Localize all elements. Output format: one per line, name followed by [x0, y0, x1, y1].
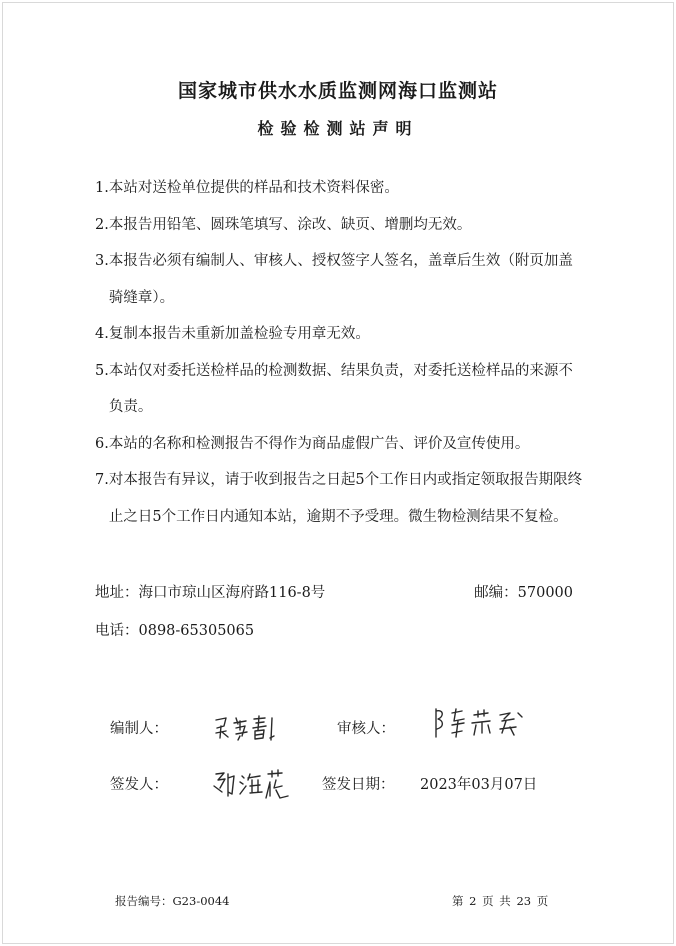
declaration-item — [95, 462, 585, 535]
declaration-item — [95, 316, 585, 353]
page-subtitle: 检验检测站声明 — [257, 119, 419, 138]
issue-date-label: 签发日期： — [322, 777, 395, 793]
phone-text: 电话：0898-65305065 — [95, 623, 255, 639]
declaration-number: 1. — [95, 180, 109, 196]
declaration-number: 5. — [95, 362, 109, 379]
compiler-label: 编制人： — [110, 721, 168, 737]
declaration-number: 4. — [95, 326, 109, 342]
page-number: 第 2 页 共 23 页 — [452, 894, 549, 908]
declaration-item — [95, 353, 585, 426]
declaration-text: 复制本报告未重新加盖检验专用章无效。 — [108, 326, 370, 342]
address-row — [95, 580, 573, 606]
reviewer-signature — [430, 703, 530, 747]
issuer-label: 签发人： — [110, 777, 168, 793]
declaration-text: 本站对送检单位提供的样品和技术资料保密。 — [108, 180, 399, 196]
declaration-text: 本站仅对委托送检样品的检测数据、结果负责，对委托送检样品的来源不负责。 — [108, 362, 573, 415]
declaration-number: 2. — [95, 216, 109, 233]
declaration-item — [95, 170, 585, 207]
report-number: 报告编号：G23-0044 — [115, 894, 230, 908]
postcode-text: 邮编：570000 — [474, 585, 573, 601]
declaration-text: 本报告必须有编制人、审核人、授权签字人签名，盖章后生效（附页加盖骑缝章）。 — [108, 253, 573, 306]
issuer-signature — [210, 766, 296, 802]
reviewer-label: 审核人： — [337, 721, 395, 737]
declaration-text: 本报告用铅笔、圆珠笔填写、涂改、缺页、增删均无效。 — [108, 216, 472, 233]
address-text: 地址：海口市琼山区海府路116-8号 — [95, 585, 326, 601]
page-title: 国家城市供水水质监测网海口监测站 — [177, 80, 498, 102]
declaration-number: 6. — [95, 435, 109, 452]
declaration-text: 对本报告有异议，请于收到报告之日起5个工作日内或指定领取报告期限终止之日5个工作日内通知本站，逾期不予受理。微生物检测结果不复检。 — [108, 472, 583, 525]
declaration-number: 7. — [95, 472, 109, 488]
declaration-number: 3. — [95, 253, 109, 269]
compiler-signature — [212, 710, 296, 744]
declaration-text: 本站的名称和检测报告不得作为商品虚假广告、评价及宣传使用。 — [108, 435, 530, 452]
declaration-item — [95, 243, 585, 316]
declaration-item — [95, 426, 585, 463]
declaration-list — [95, 170, 585, 535]
issue-date-value: 2023年03月07日 — [420, 777, 538, 793]
declaration-item — [95, 207, 585, 244]
